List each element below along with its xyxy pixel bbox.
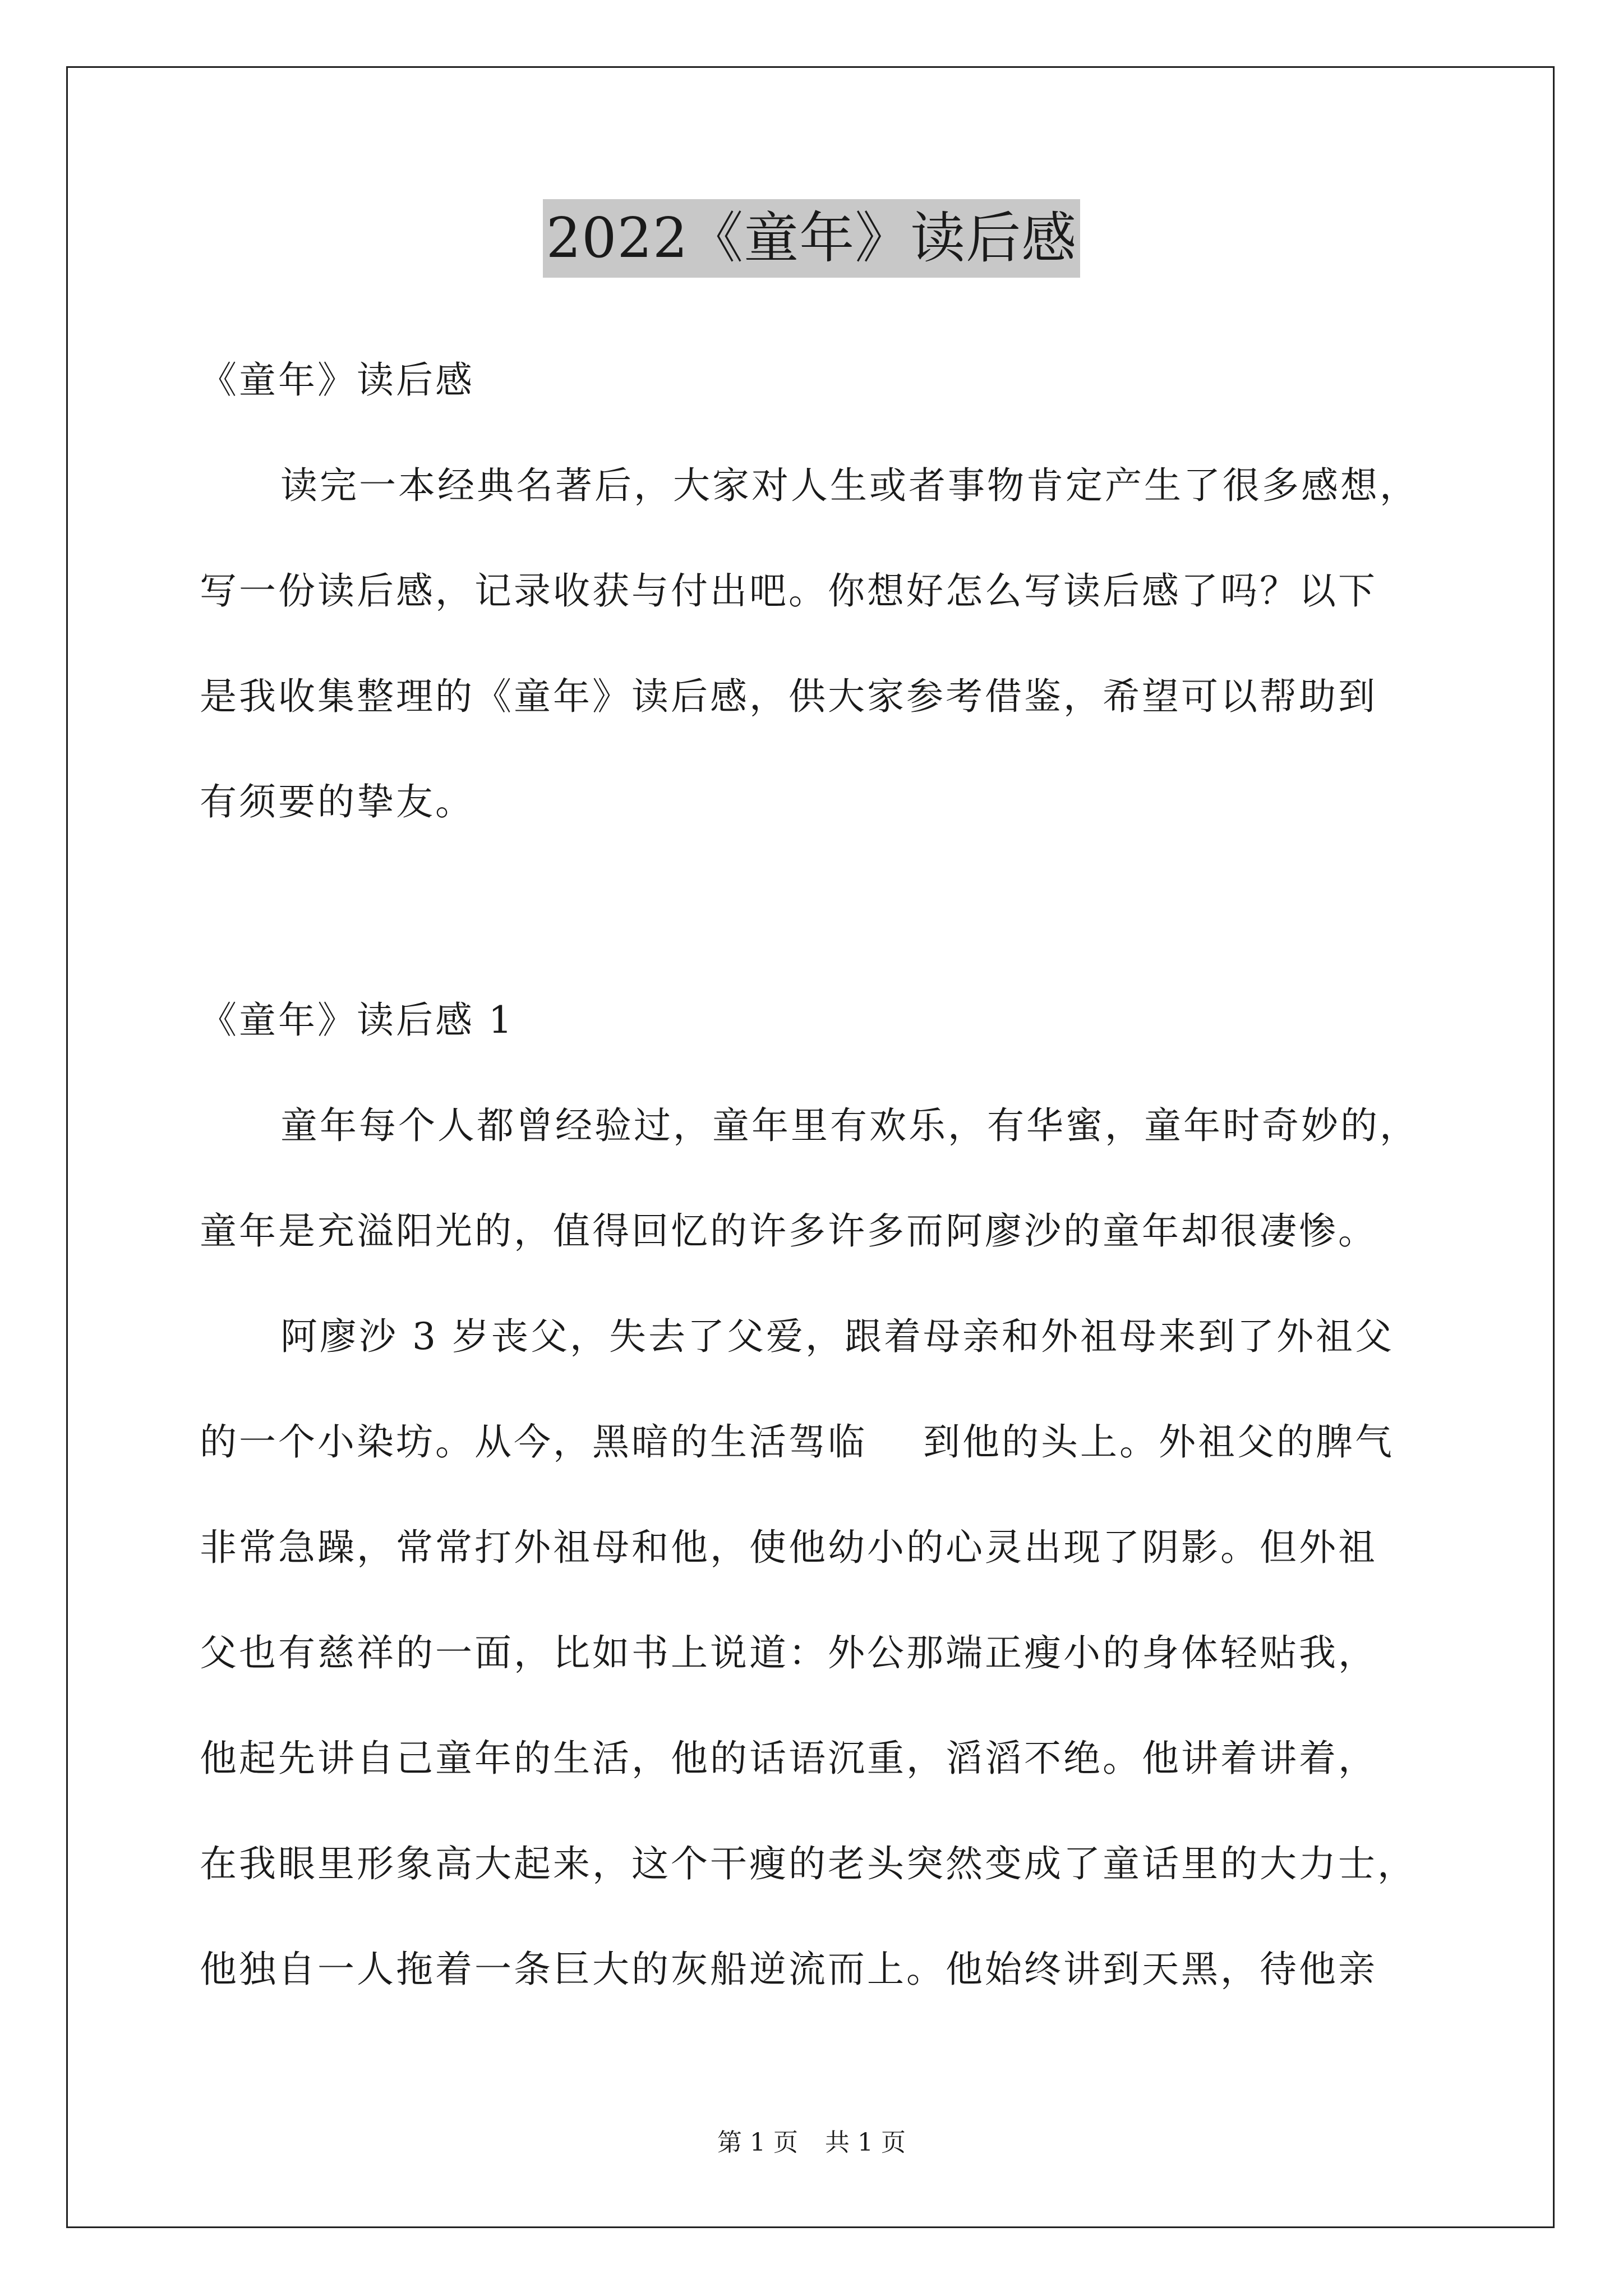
intro-line-1: 读完一本经典名著后，大家对人生或者事物肯定产生了很多感想，: [280, 464, 1419, 507]
para2-line-5: 他起先讲自己童年的生活，他的话语沉重，滔滔不绝。他讲着讲着，: [200, 1737, 1377, 1780]
para2-line-7: 他独自一人拖着一条巨大的灰船逆流而上。他始终讲到天黑，待他亲: [200, 1948, 1377, 1991]
document-title: 2022《童年》读后感: [543, 199, 1080, 278]
intro-line-4: 有须要的挚友。: [200, 780, 474, 823]
page-number: 第 1 页: [717, 2128, 798, 2157]
para2-line-2-part-a: 的一个小染坊。从今，黑暗的生活驾临: [200, 1420, 867, 1464]
para1-line-1: 童年每个人都曾经验过，童年里有欢乐，有华蜜，童年时奇妙的，: [280, 1104, 1419, 1147]
para2-line-4: 父也有慈祥的一面，比如书上说道：外公那端正瘦小的身体轻贴我，: [200, 1631, 1377, 1674]
subtitle: 《童年》读后感: [200, 358, 474, 402]
section-heading: 《童年》读后感 1: [200, 999, 514, 1042]
page-total: 共 1 页: [825, 2128, 906, 2157]
para2-line-2: [200, 1417, 1394, 1467]
para2-line-3: 非常急躁，常常打外祖母和他，使他幼小的心灵出现了阴影。但外祖: [200, 1526, 1377, 1569]
title-container: [0, 199, 1623, 278]
para1-line-2: 童年是充溢阳光的，值得回忆的许多许多而阿廖沙的童年却很凄惨。: [200, 1209, 1377, 1253]
intro-line-2: 写一份读后感，记录收获与付出吧。你想好怎么写读后感了吗？以下: [200, 569, 1377, 613]
para2-line-2-part-b: 到他的头上。外祖父的脾气: [923, 1420, 1394, 1464]
para2-line-6: 在我眼里形象高大起来，这个干瘦的老头突然变成了童话里的大力士，: [200, 1842, 1417, 1885]
para2-line-1: 阿廖沙 3 岁丧父，失去了父爱，跟着母亲和外祖母来到了外祖父: [280, 1315, 1394, 1358]
intro-line-3: 是我收集整理的《童年》读后感，供大家参考借鉴，希望可以帮助到: [200, 675, 1377, 718]
page-footer: [0, 2126, 1623, 2160]
